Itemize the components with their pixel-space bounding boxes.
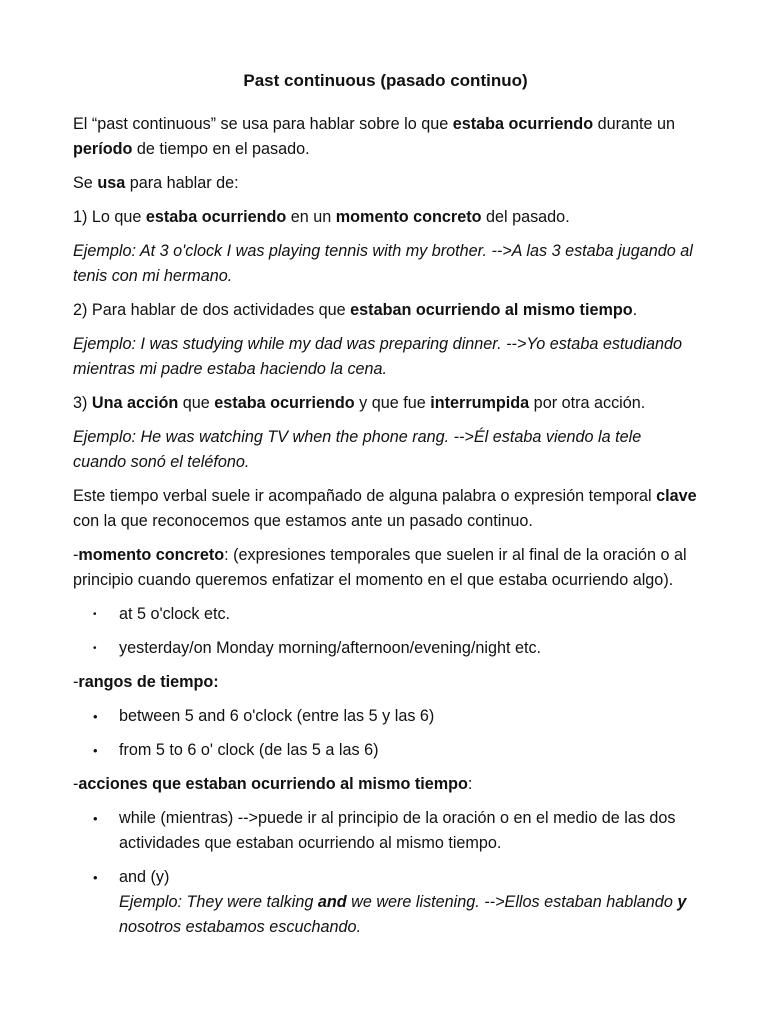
item-1-text: en un <box>286 208 336 226</box>
acciones-bold: acciones que estaban ocurriendo al mismo tiempo <box>78 775 468 793</box>
example-3 <box>73 425 698 475</box>
item-3-text: por otra acción. <box>529 394 646 412</box>
item-2-bold: estaban ocurriendo al mismo tiempo <box>350 301 633 319</box>
item-3-text: 3) <box>73 394 92 412</box>
acciones-paragraph <box>73 772 698 797</box>
and-example-bold: y <box>677 893 687 911</box>
list-item <box>73 865 698 940</box>
intro-bold: estaba ocurriendo <box>452 115 594 133</box>
rangos-paragraph <box>73 670 698 695</box>
rangos-list <box>73 704 698 763</box>
se-usa-text: para hablar de: <box>125 174 239 192</box>
list-item <box>73 704 698 729</box>
item-3-bold: estaba ocurriendo <box>214 394 355 412</box>
acciones-list <box>73 806 698 940</box>
item-3-text: que <box>178 394 215 412</box>
list-item-text: at 5 o'clock etc. <box>119 605 231 623</box>
acciones-text: : <box>467 775 473 793</box>
list-item-text: between 5 and 6 o'clock (entre las 5 y las 6) <box>119 707 435 725</box>
item-3 <box>73 391 698 416</box>
item-1-bold: estaba ocurriendo <box>145 208 287 226</box>
and-example-text: we were listening. -->Ellos estaban hablando <box>346 893 678 911</box>
and-example-bold: and <box>317 893 347 911</box>
and-example-text: nosotros estabamos escuchando. <box>119 918 362 936</box>
se-usa-paragraph <box>73 171 698 196</box>
item-1 <box>73 205 698 230</box>
momento-paragraph <box>73 543 698 593</box>
item-1-text: 1) Lo que <box>73 208 146 226</box>
momento-dash: - <box>73 546 79 564</box>
intro-paragraph <box>73 112 698 162</box>
example-3-text: Ejemplo: He was watching TV when the phone rang. -->Él estaba viendo la tele cuando sonó el teléfono. <box>73 428 642 471</box>
clave-text: Este tiempo verbal suele ir acompañado de alguna palabra o expresión temporal <box>73 487 657 505</box>
intro-text: durante un <box>593 115 675 133</box>
list-item-text: yesterday/on Monday morning/afternoon/evening/night etc. <box>119 639 542 657</box>
item-2-text: 2) Para hablar de dos actividades que <box>73 301 351 319</box>
clave-bold: clave <box>656 487 697 505</box>
item-3-bold: Una acción <box>91 394 179 412</box>
list-item-text: and (y) <box>119 868 170 886</box>
example-1-text: Ejemplo: At 3 o'clock I was playing tennis with my brother. -->A las 3 estaba jugando al tenis con mi hermano. <box>73 242 693 285</box>
page-title: Past continuous (pasado continuo) <box>243 71 528 90</box>
list-item-text: from 5 to 6 o' clock (de las 5 a las 6) <box>119 741 379 759</box>
list-item <box>73 636 698 661</box>
and-example-text: Ejemplo: They were talking <box>119 893 318 911</box>
example-2-text: Ejemplo: I was studying while my dad was preparing dinner. -->Yo estaba estudiando mientras mi padre estaba haciendo la cena. <box>73 335 683 378</box>
bullet-icon: • <box>93 709 98 724</box>
item-1-bold: momento concreto <box>335 208 482 226</box>
item-3-bold: interrumpida <box>430 394 530 412</box>
bullet-icon: • <box>93 870 98 885</box>
item-3-text: y que fue <box>354 394 431 412</box>
item-2-text: . <box>632 301 638 319</box>
bullet-icon: • <box>93 643 97 654</box>
clave-paragraph <box>73 484 698 534</box>
momento-list <box>73 602 698 661</box>
list-item-text: while (mientras) -->puede ir al principio de la oración o en el medio de las dos actividades que estaban ocurriendo al mismo tiempo. <box>119 809 676 852</box>
example-1 <box>73 239 698 289</box>
list-item <box>73 738 698 763</box>
se-usa-bold: usa <box>97 174 126 192</box>
clave-text: con la que reconocemos que estamos ante un pasado continuo. <box>73 512 533 530</box>
momento-text: : (expresiones temporales que suelen ir al final de la oración o al principio cuando queremos enfatizar el momento en el que estaba ocurriendo algo). <box>73 546 687 589</box>
acciones-dash: - <box>73 775 79 793</box>
momento-bold: momento concreto <box>78 546 225 564</box>
intro-text: de tiempo en el pasado. <box>132 140 310 158</box>
rangos-bold: rangos de tiempo: <box>78 673 219 691</box>
list-item <box>73 602 698 627</box>
bullet-icon: • <box>93 609 97 620</box>
bullet-icon: • <box>93 811 98 826</box>
se-usa-text: Se <box>73 174 98 192</box>
item-2 <box>73 298 698 323</box>
intro-text: El “past continuous” se usa para hablar sobre lo que <box>73 115 453 133</box>
item-1-text: del pasado. <box>481 208 570 226</box>
example-2 <box>73 332 698 382</box>
bullet-icon: • <box>93 743 98 758</box>
intro-bold: período <box>73 140 133 158</box>
and-example <box>119 893 686 936</box>
list-item <box>73 806 698 856</box>
rangos-dash: - <box>73 673 79 691</box>
